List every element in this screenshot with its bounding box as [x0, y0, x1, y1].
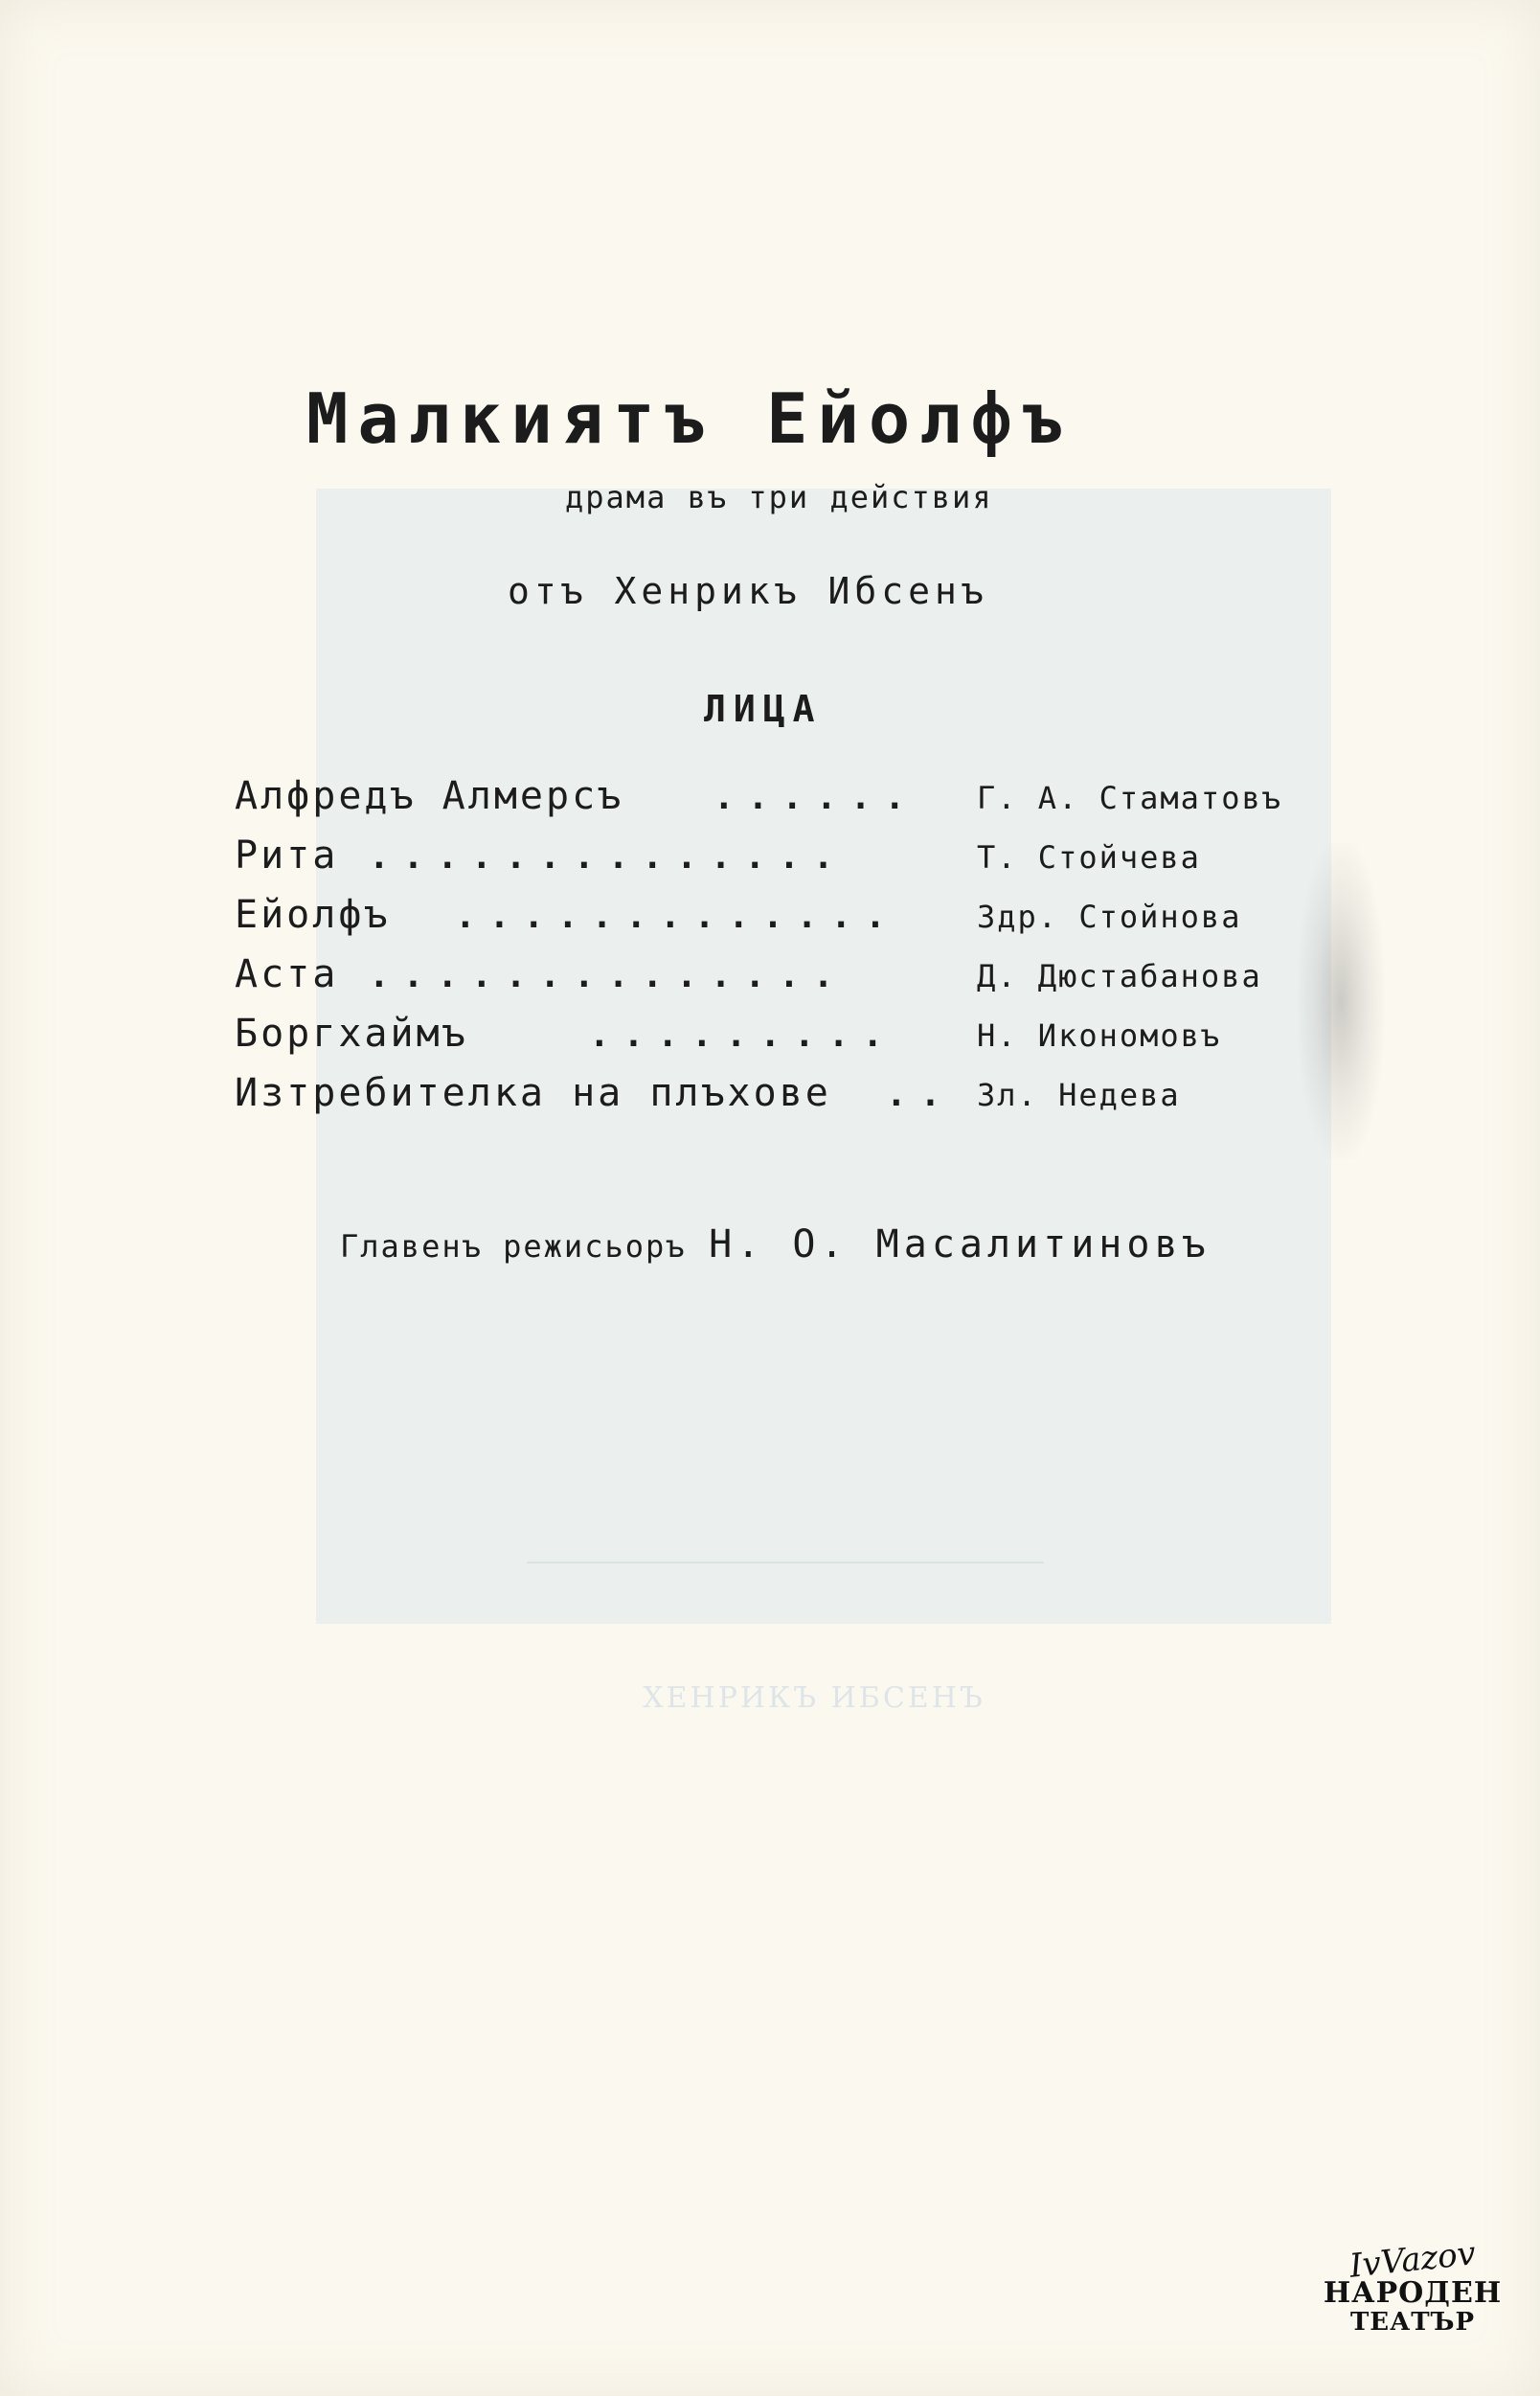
logo-signature: IvVazov [1348, 2234, 1478, 2286]
cast-actor: Т. Стойчева [977, 839, 1201, 876]
logo-text-line2: ТЕАТЪР [1349, 2308, 1476, 2337]
cast-heading: ЛИЦА [704, 688, 823, 730]
director-name: Н. О. Масалитиновъ [709, 1222, 1211, 1266]
cast-actor: Здр. Стойнова [977, 899, 1242, 935]
show-through-caption: ХЕНРИКЪ ИБСЕНЪ [643, 1681, 985, 1715]
play-title: Малкиятъ Ейолфъ [306, 378, 1074, 459]
logo-text-line1: НАРОДЕН [1323, 2276, 1503, 2310]
show-through-frame [527, 1150, 1044, 1563]
play-subtitle: драма въ три действия [565, 479, 993, 515]
cast-row [235, 1012, 1326, 1071]
cast-leader-dots: .............. [369, 837, 848, 877]
cast-list [235, 774, 1326, 1130]
cast-role: Изтребителка на плъхове [235, 1071, 831, 1115]
cast-actor: Г. А. Стаматовъ [977, 780, 1282, 816]
cast-actor: Н. Икономовъ [977, 1017, 1222, 1054]
cast-row [235, 952, 1326, 1012]
cast-leader-dots: .............. [369, 956, 848, 995]
cast-leader-dots: ...... [713, 778, 919, 817]
cast-row [235, 833, 1326, 893]
director-credit [340, 1222, 1211, 1266]
cast-row [235, 1071, 1326, 1130]
director-label: Главенъ режисьоръ [340, 1228, 687, 1265]
cast-role: Рита [235, 833, 339, 878]
cast-row [235, 893, 1326, 952]
cast-actor: Зл. Недева [977, 1077, 1181, 1113]
play-author: отъ Хенрикъ Ибсенъ [508, 570, 988, 612]
cast-role: Алфредъ Алмерсъ [235, 774, 624, 818]
cast-leader-dots: .. [886, 1075, 955, 1114]
national-theatre-logo [1317, 2234, 1508, 2347]
cast-role: Боргхаймъ [235, 1012, 468, 1056]
cast-row [235, 774, 1326, 833]
cast-leader-dots: ............. [455, 897, 899, 936]
cast-role: Ейолфъ [235, 893, 391, 937]
cast-actor: Д. Дюстабанова [977, 958, 1262, 994]
cast-role: Аста [235, 952, 339, 996]
cast-leader-dots: ......... [589, 1015, 897, 1055]
